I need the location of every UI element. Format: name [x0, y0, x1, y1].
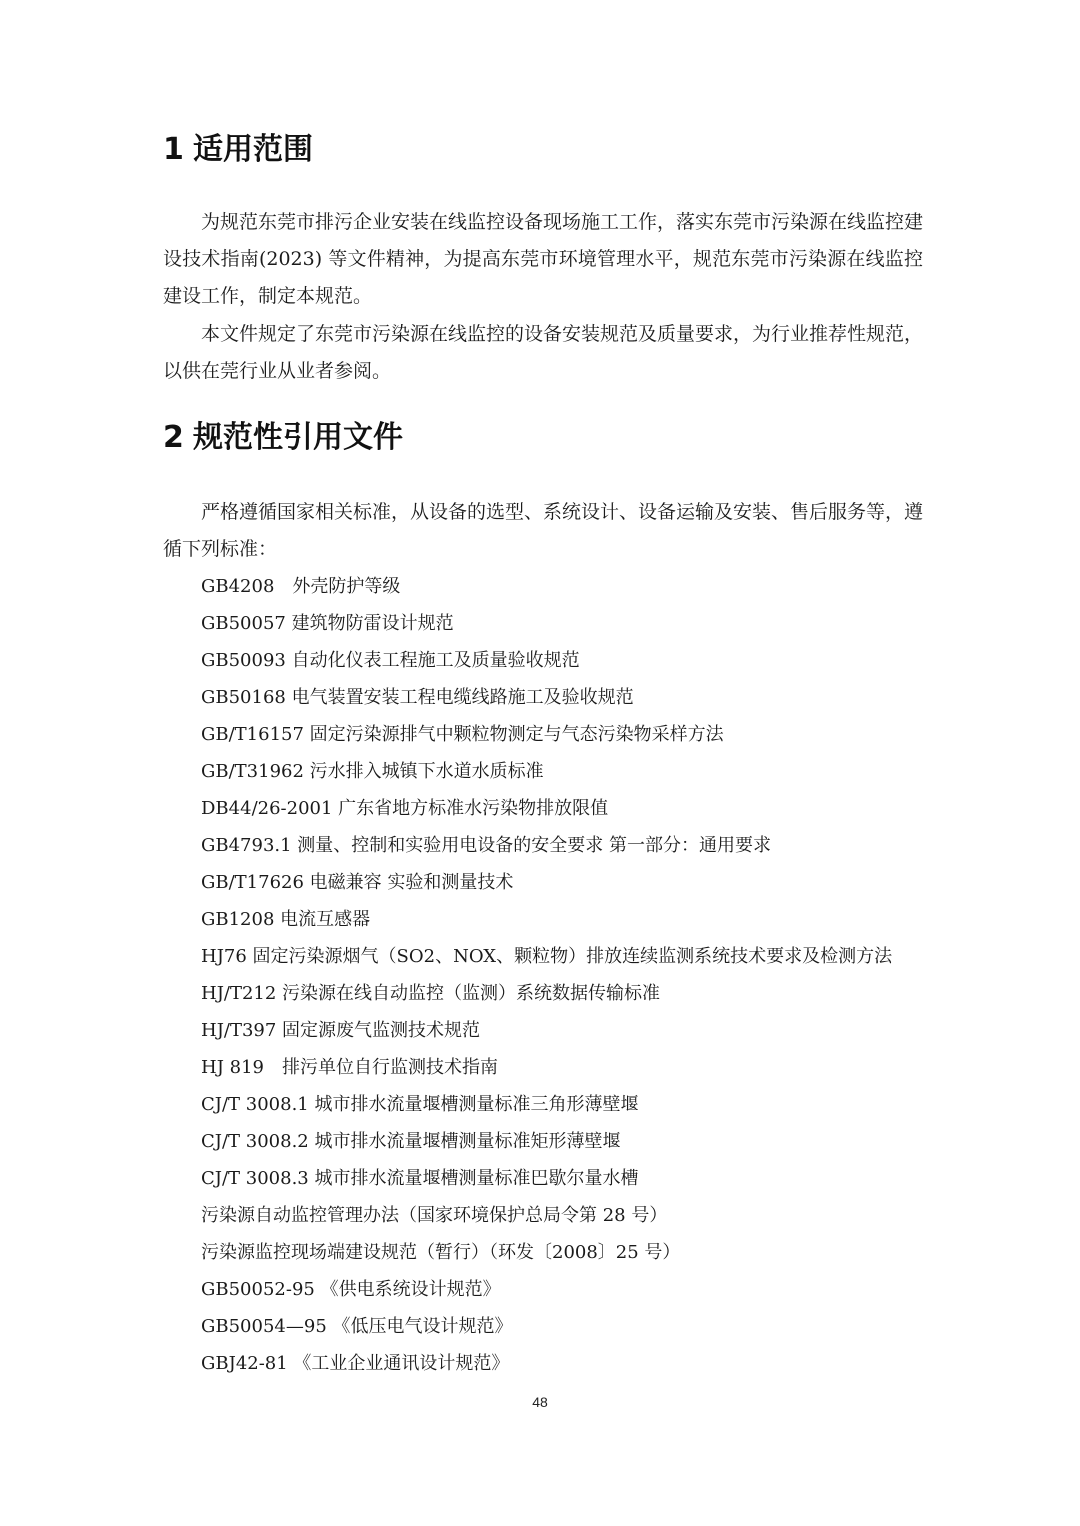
standard-item: GB50093 自动化仪表工程施工及质量验收规范 [201, 650, 580, 671]
section-1-title: 适用范围 [193, 132, 313, 167]
standard-item: GB50052-95 《供电系统设计规范》 [201, 1279, 501, 1300]
page-number: 48 [532, 1394, 548, 1410]
standard-item: CJ/T 3008.1 城市排水流量堰槽测量标准三角形薄壁堰 [201, 1094, 639, 1115]
standard-item: DB44/26-2001 广东省地方标准水污染物排放限值 [201, 798, 609, 819]
standard-item: GB4208 外壳防护等级 [201, 576, 401, 597]
section-2-heading [163, 420, 403, 456]
standard-item: GB50057 建筑物防雷设计规范 [201, 613, 454, 634]
standard-item: CJ/T 3008.3 城市排水流量堰槽测量标准巴歇尔量水槽 [201, 1168, 639, 1189]
standard-item: HJ 819 排污单位自行监测技术指南 [201, 1057, 498, 1078]
standard-item: GB1208 电流互感器 [201, 909, 371, 930]
standard-item: 污染源监控现场端建设规范（暂行）（环发〔2008〕25 号） [201, 1242, 681, 1263]
section-1-paragraph-2: 本文件规定了东莞市污染源在线监控的设备安装规范及质量要求，为行业推荐性规范，以供在莞行业从业者参阅。 [163, 323, 924, 382]
standard-item: GB/T16157 固定污染源排气中颗粒物测定与气态污染物采样方法 [201, 724, 724, 745]
section-2-title: 规范性引用文件 [193, 420, 403, 455]
standard-item: GBJ42-81 《工业企业通讯设计规范》 [201, 1353, 510, 1374]
standard-item: GB/T31962 污水排入城镇下水道水质标准 [201, 761, 544, 782]
standard-item: HJ/T212 污染源在线自动监控（监测）系统数据传输标准 [201, 983, 661, 1004]
standard-item: 污染源自动监控管理办法（国家环境保护总局令第 28 号） [201, 1205, 668, 1226]
section-2-intro: 严格遵循国家相关标准，从设备的选型、系统设计、设备运输及安装、售后服务等，遵循下列标准： [163, 501, 924, 560]
standard-item: GB/T17626 电磁兼容 实验和测量技术 [201, 872, 514, 893]
standard-item: GB4793.1 测量、控制和实验用电设备的安全要求 第一部分：通用要求 [201, 835, 772, 856]
section-1-heading [163, 132, 313, 168]
standards-list [201, 568, 892, 1382]
standard-item: HJ76 固定污染源烟气（SO2、NOX、颗粒物）排放连续监测系统技术要求及检测方法 [201, 946, 893, 967]
section-1-number: 1 [163, 132, 184, 167]
standard-item: GB50054—95 《低压电气设计规范》 [201, 1316, 513, 1337]
standard-item: HJ/T397 固定源废气监测技术规范 [201, 1020, 481, 1041]
standard-item: CJ/T 3008.2 城市排水流量堰槽测量标准矩形薄壁堰 [201, 1131, 621, 1152]
standard-item: GB50168 电气装置安装工程电缆线路施工及验收规范 [201, 687, 634, 708]
section-2-number: 2 [163, 420, 184, 455]
section-1-paragraph-1: 为规范东莞市排污企业安装在线监控设备现场施工工作，落实东莞市污染源在线监控建设技术指南(2023) 等文件精神，为提高东莞市环境管理水平，规范东莞市污染源在线监控建设工作，制定本规范。 [163, 211, 924, 307]
